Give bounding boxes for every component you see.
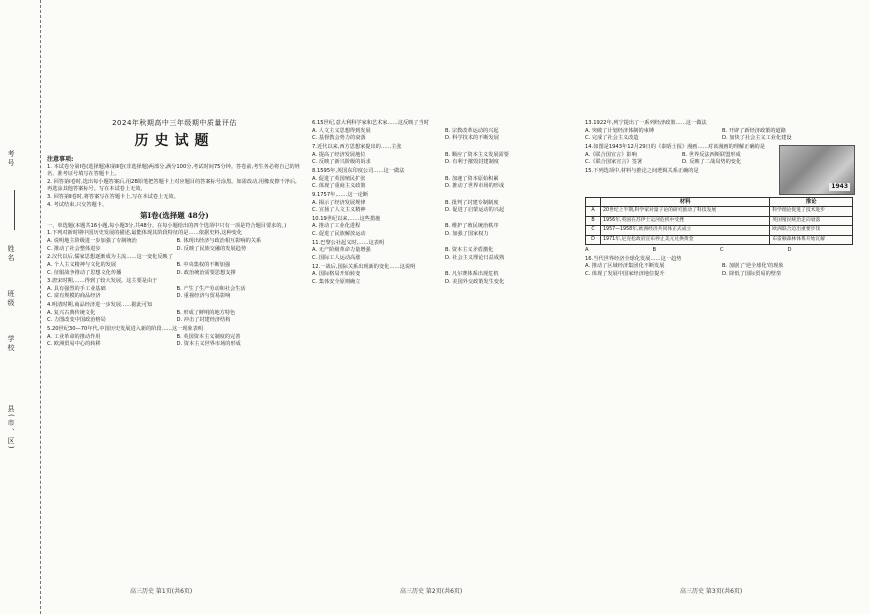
option[interactable]: D. 反映了二战局势的变化 (682, 159, 742, 166)
option[interactable]: C. 征服战争推动了思想文化传播 (47, 269, 122, 276)
option[interactable]: D. 社会主义理论日益成熟 (445, 255, 505, 262)
question-text: 20世纪30—70年代,中国历史发展进入新的阶段……这一现象表明 (51, 326, 204, 333)
option[interactable]: C. 体现了重商主义政策 (312, 183, 366, 190)
question (47, 326, 302, 349)
option[interactable]: B. 批判了封建专制制度 (445, 199, 499, 206)
options (312, 200, 574, 215)
cartoon-image (779, 145, 855, 195)
question-stem (47, 278, 302, 286)
binding-margin (0, 0, 41, 614)
options (312, 128, 574, 143)
table-cell: 1971年,尼克松政府宣布停止美元兑换黄金 (601, 235, 770, 244)
option[interactable]: D. 美国外交政策发生变化 (445, 279, 505, 285)
table-row (586, 226, 853, 235)
question-number: 8. (312, 167, 317, 174)
table-cell: 20世纪上半期,科学家对量子论的研究推动了科技发展 (601, 207, 770, 216)
part1-title: 第Ⅰ卷(选择题 48分) (140, 211, 209, 221)
option[interactable]: D. 有利于摧毁封建制度 (445, 159, 499, 166)
option[interactable]: A. 推动了区域经济集团化不断发展 (585, 263, 665, 270)
option[interactable]: A. 具有强烈的手工业基础 (47, 285, 106, 292)
question-text: 巴黎公社起义时,……这表明 (320, 239, 385, 246)
option[interactable]: B. 形成了鲜明的地方特色 (176, 309, 236, 316)
question-number: 2. (47, 254, 52, 261)
question-text: 汉代以后,儒家思想逐渐成为主流……这一变化反映了 (51, 254, 173, 261)
column-2 (312, 120, 574, 288)
options (585, 128, 855, 143)
part1-instruction: 一、单选题(本题共16小题,每小题3分,共48分。在每小题给出的四个选项中只有一项是符合题目要求的。) (47, 222, 287, 229)
option[interactable]: C. 体现了发展中国家经济地位提升 (585, 270, 665, 277)
option[interactable]: A. 说明地主阶级进一步加强了专制统治 (47, 237, 137, 244)
option[interactable]: A. 推动了工业化进程 (312, 223, 361, 230)
page-footer-1: 高三历史 第1页(共6页) (130, 588, 193, 595)
table-cell: 1957—1958年,欧洲经济共同体正式成立 (601, 226, 770, 235)
binding-label-name: 姓名 (7, 245, 15, 263)
option[interactable]: A.《联合国宣言》影响 (585, 151, 637, 158)
options (585, 263, 855, 278)
table-cell: B (586, 216, 601, 225)
table-cell: D (586, 235, 601, 244)
question-number: 6. (312, 120, 317, 126)
question-number: 3. (47, 278, 52, 285)
option[interactable]: B. 顺应了资本主义发展需要 (445, 151, 509, 158)
question-text: 下列对新时期中国历史发展的描述,最能体现其阶段特征的是……依据史料,这种变化 (51, 230, 243, 237)
option[interactable]: B. 凡尔赛体系出现危机 (445, 271, 499, 278)
option[interactable]: B. 世界反法西斯联盟形成 (682, 151, 741, 158)
question-number: 12. (312, 263, 321, 270)
table-row (586, 216, 853, 225)
question-number: 14. (585, 143, 594, 150)
question-stem (312, 168, 574, 176)
option[interactable]: D. 反映了民族交融的发展趋势 (176, 245, 247, 252)
question-text: 1595年,英国东印度公司……这一做法 (316, 167, 405, 174)
question (47, 230, 302, 253)
options (47, 286, 302, 301)
option[interactable]: C. 国际工人运动高涨 (312, 255, 361, 262)
option[interactable]: B. 加速了资本原始积累 (445, 175, 499, 182)
notice-item: 1. 本试卷分第Ⅰ卷(选择题)和第Ⅱ卷(非选择题)两部分,满分100分,考试时间75分钟。答卷前,考生务必将自己的姓名、准考证号填写在答题卡上。 (47, 163, 300, 178)
binding-label-county: 县(市、区) (7, 405, 15, 451)
option[interactable]: A. 揭示了经济发展规律 (312, 199, 366, 206)
question-text: 如图是1943年12月29日的《泰晤士报》漫画……对该漫画的理解正确的是 (593, 143, 765, 150)
question (585, 256, 855, 279)
option[interactable]: D. 资本主义世界市场的形成 (176, 341, 241, 348)
options (47, 238, 302, 253)
table-header: 材料 (601, 197, 770, 206)
option[interactable]: C. 推动了社会整体进步 (47, 245, 101, 252)
options (312, 271, 574, 286)
option[interactable]: D (787, 247, 792, 253)
question-stem (47, 230, 302, 238)
question (47, 302, 302, 325)
question-stem (47, 302, 302, 310)
option[interactable]: A. 突破了计划经济体制的束缚 (585, 127, 655, 134)
option[interactable]: C. 富有规模的商品经济 (47, 293, 101, 300)
notice-heading: 注意事项: (47, 156, 74, 163)
option[interactable]: D. 加强了国家权力 (445, 231, 489, 238)
option[interactable]: B (652, 247, 657, 253)
cartoon-caption: 1943 (831, 183, 848, 191)
option[interactable]: C. 宣扬了人文主义精神 (312, 207, 366, 214)
exam-header (47, 118, 302, 150)
question-number: 1. (47, 230, 52, 237)
table-row (586, 207, 853, 216)
option[interactable]: C. 欧洲贸易中心的转移 (47, 341, 101, 348)
question-stem (47, 254, 302, 262)
options (312, 247, 574, 262)
question-table (585, 197, 853, 245)
option[interactable]: D. 推动了世界市场的形成 (445, 183, 505, 190)
option[interactable]: B. 加剧了'逆全球化'的现象 (722, 263, 784, 270)
question-text: 一战后,国际关系出现新的变化……这说明 (320, 263, 416, 270)
question-text: 下列选项中,材料与推论之间逻辑关系正确的是 (593, 167, 699, 174)
question-text: 1922年,列宁提出了一系列经济政策……这一做法 (593, 120, 707, 126)
option[interactable]: C. 集体安全原则确立 (312, 279, 361, 285)
option[interactable]: A. 国际格局开始转变 (312, 271, 361, 278)
option[interactable]: C. 促进了民族解放运动 (312, 231, 366, 238)
option[interactable]: B. 宗教改革运动的兴起 (445, 127, 499, 134)
question-text: 15世纪,意大利科学家和艺术家……这反映了当时 (316, 120, 429, 126)
option[interactable]: D. 冲击了封建经济结构 (176, 317, 231, 324)
options (312, 152, 574, 167)
option[interactable]: B. 英国资本主义制度的完善 (176, 333, 241, 340)
option[interactable]: D. 加快了社会主义工业化建设 (722, 135, 792, 142)
question (47, 278, 302, 301)
table-cell: 英国殖民统治走向衰落 (770, 216, 853, 225)
question (312, 168, 574, 191)
question (312, 144, 574, 167)
option[interactable]: C. 基督教会势力的衰落 (312, 135, 366, 142)
page-footer-3: 高三历史 第3页(共6页) (680, 588, 743, 595)
question-number: 16. (585, 255, 594, 262)
option[interactable]: A. 人文主义思想得到发展 (312, 127, 371, 134)
question-text: 唐宋时期,……得到了较大发展。这主要是由于 (51, 278, 158, 285)
question (312, 240, 574, 263)
table-cell: 欧洲联合迈出重要步伐 (770, 226, 853, 235)
exam-title: 历史试题 (134, 133, 215, 149)
options (47, 310, 302, 325)
options (312, 223, 574, 238)
notice-item: 2. 回答第Ⅰ卷时,选出每小题答案后,用2B铅笔把答题卡上对应题目的答案标号涂黑。如需改动,用橡皮擦干净后,再选涂其他答案标号。写在本试卷上无效。 (47, 178, 297, 193)
question-text: 19世纪以来,……这些措施 (320, 215, 381, 222)
question (47, 254, 302, 277)
question-number: 4. (47, 302, 52, 309)
option[interactable]: B. 中央集权的不断加强 (176, 261, 231, 268)
options (312, 176, 574, 191)
option[interactable]: B. 开辟了新经济政策的道路 (722, 127, 786, 134)
question-stem (47, 326, 302, 334)
option[interactable]: B. 产生了生产劳动和社会生活 (176, 285, 246, 292)
question (585, 120, 855, 143)
binding-fill-line (14, 190, 15, 230)
table-header: 推论 (770, 197, 853, 206)
table-cell: C (586, 226, 601, 235)
option[interactable]: B. 维护了殖民统治秩序 (445, 223, 499, 230)
question-number: 10. (312, 215, 321, 222)
table-cell: 科学理论促进了技术进步 (770, 207, 853, 216)
column-3 (585, 120, 855, 280)
question (312, 192, 574, 215)
notice-item: 3. 回答第Ⅱ卷时,将答案写在答题卡上,写在本试卷上无效。 (47, 193, 179, 200)
option[interactable]: A. 个人主义精神与文化的发展 (47, 261, 117, 268)
option[interactable]: B. 体现出经济与政治相互影响的关系 (176, 237, 262, 244)
notice-item: 4. 考试结束,只交答题卡。 (47, 201, 108, 208)
question (312, 216, 574, 239)
option[interactable]: A (585, 247, 589, 253)
option[interactable]: C. 反映了新兴阶级的诉求 (312, 159, 371, 166)
binding-label-class: 班级 (7, 290, 15, 308)
column-1 (47, 156, 302, 350)
options (47, 334, 302, 349)
option[interactable]: D. 促进了启蒙运动的兴起 (445, 207, 505, 214)
page-footer-2: 高三历史 第2页(共6页) (400, 588, 463, 595)
exam-subtitle: 2024年秋期高中三年级期中质量评估 (112, 119, 237, 127)
question (312, 120, 574, 143)
question-text: 当代世界经济全球化发展……这一趋势 (593, 255, 682, 262)
table-cell: A (586, 207, 601, 216)
question (312, 264, 574, 287)
question-stem (312, 144, 574, 152)
option[interactable]: C.《联合国家宣言》签署 (585, 159, 643, 166)
question-number: 5. (47, 326, 52, 333)
question-text: 1757年,……这一论断 (316, 191, 369, 198)
question-number: 9. (312, 191, 317, 198)
question-number: 11. (312, 239, 321, 246)
question-stem (312, 120, 574, 128)
binding-label-exam-no: 考号 (7, 150, 15, 168)
option[interactable]: D. 降低了国际贸易的壁垒 (722, 270, 782, 277)
option[interactable]: A. 复兴古典传统文化 (47, 309, 96, 316)
table-cell: 1956年,英国在苏伊士运河危机中受挫 (601, 216, 770, 225)
options (585, 152, 775, 167)
question-text: 明清时期,商品经济进一步发展……据此可知 (51, 302, 153, 309)
question-number: 7. (312, 143, 317, 150)
question-stem (312, 192, 574, 200)
question-text: 近代以来,西方思想家提出的……主张 (316, 143, 402, 150)
option[interactable]: A. 工业革命的推动作用 (47, 333, 101, 340)
option[interactable]: A. 促进了英国殖民扩张 (312, 175, 366, 182)
option[interactable]: C (720, 247, 724, 253)
binding-label-school: 学校 (7, 335, 15, 353)
options (585, 247, 855, 255)
option[interactable]: A. 提高了经济发展地位 (312, 151, 366, 158)
question-number: 15. (585, 167, 594, 174)
option[interactable]: A. 无产阶级革命力量增强 (312, 247, 371, 254)
table-cell: 布雷顿森林体系开始瓦解 (770, 235, 853, 244)
option[interactable]: D. 科学技术的不断发展 (445, 135, 499, 142)
option[interactable]: D. 政治统治需要思想支撑 (176, 269, 236, 276)
option[interactable]: B. 资本主义矛盾激化 (445, 247, 494, 254)
question-stem (585, 120, 855, 128)
question-number: 13. (585, 120, 594, 126)
options (47, 262, 302, 277)
table-row (586, 235, 853, 244)
option[interactable]: C. 完成了社会主义改造 (585, 135, 639, 142)
option[interactable]: C. 力图改变中国政治格局 (47, 317, 106, 324)
option[interactable]: D. 重视经济与贸易影响 (176, 293, 231, 300)
